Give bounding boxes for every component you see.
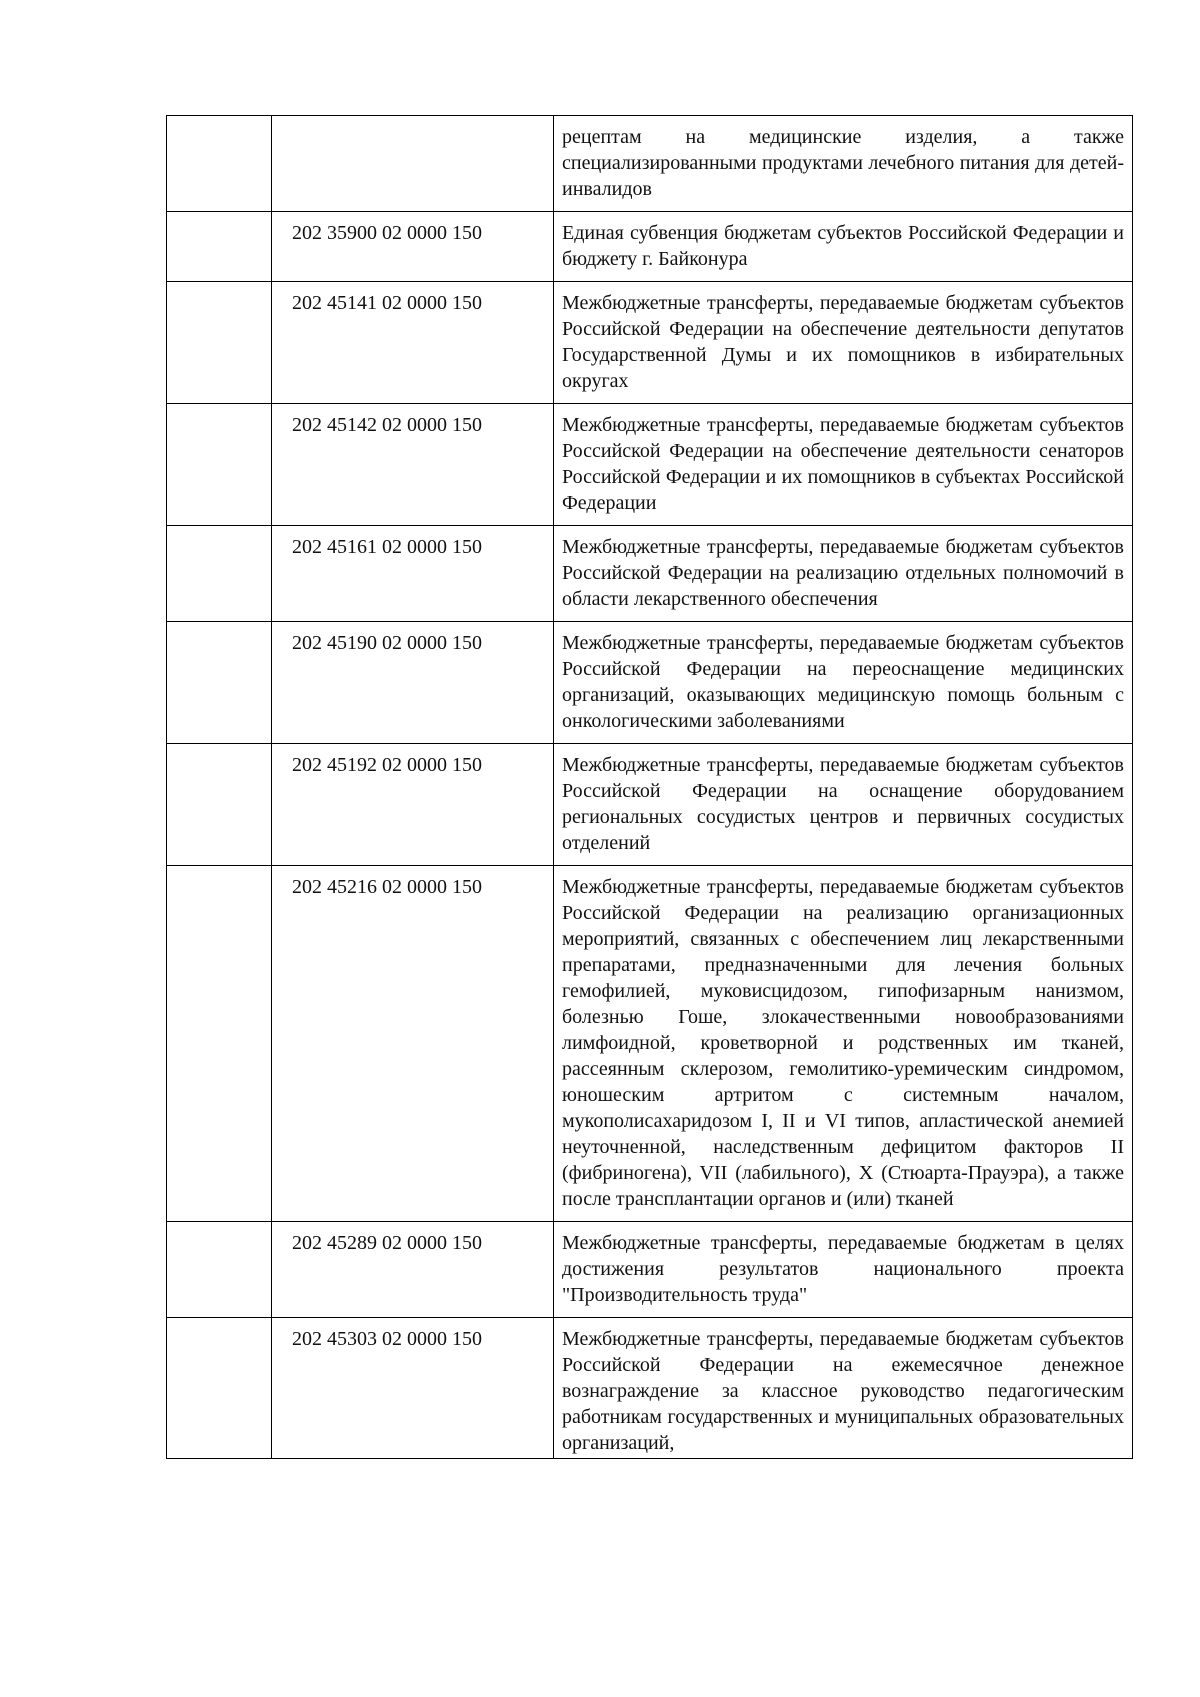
table-cell-empty	[167, 404, 272, 526]
table-cell-empty	[167, 1318, 272, 1459]
table-row	[167, 744, 1133, 866]
budget-code-cell: 202 45289 02 0000 150	[272, 1222, 554, 1318]
table-cell-empty	[167, 116, 272, 212]
budget-code-cell: 202 45216 02 0000 150	[272, 866, 554, 1222]
budget-code-cell: 202 45192 02 0000 150	[272, 744, 554, 866]
budget-code-cell: 202 45141 02 0000 150	[272, 282, 554, 404]
description-cell: рецептам на медицинские изделия, а также специализированными продуктами лечебного питания для детей-инвалидов	[554, 116, 1133, 212]
table-cell-empty	[167, 282, 272, 404]
table-row	[167, 526, 1133, 622]
description-cell: Межбюджетные трансферты, передаваемые бюджетам в целях достижения результатов национального проекта "Производительность труда"	[554, 1222, 1133, 1318]
description-cell: Межбюджетные трансферты, передаваемые бюджетам субъектов Российской Федерации на ежемесячное денежное вознаграждение за классное руководство педагогическим работникам государственных и муниципальных образовательных организаций,	[554, 1318, 1133, 1459]
description-cell: Межбюджетные трансферты, передаваемые бюджетам субъектов Российской Федерации на реализацию отдельных полномочий в области лекарственного обеспечения	[554, 526, 1133, 622]
budget-code-cell: 202 45303 02 0000 150	[272, 1318, 554, 1459]
table-cell-empty	[167, 212, 272, 282]
table-cell-empty	[167, 526, 272, 622]
budget-codes-table	[166, 115, 1133, 1459]
table-cell-empty	[167, 744, 272, 866]
description-cell: Межбюджетные трансферты, передаваемые бюджетам субъектов Российской Федерации на оснащение оборудованием региональных сосудистых центров и первичных сосудистых отделений	[554, 744, 1133, 866]
budget-code-cell: 202 45161 02 0000 150	[272, 526, 554, 622]
table-row	[167, 1318, 1133, 1459]
budget-code-cell: 202 35900 02 0000 150	[272, 212, 554, 282]
table-cell-empty	[167, 622, 272, 744]
budget-code-cell: 202 45190 02 0000 150	[272, 622, 554, 744]
description-cell: Межбюджетные трансферты, передаваемые бюджетам субъектов Российской Федерации на обеспечение деятельности депутатов Государственной Думы и их помощников в избирательных округах	[554, 282, 1133, 404]
budget-code-cell: 202 45142 02 0000 150	[272, 404, 554, 526]
table-cell-empty	[167, 1222, 272, 1318]
budget-code-cell	[272, 116, 554, 212]
description-cell: Единая субвенция бюджетам субъектов Российской Федерации и бюджету г. Байконура	[554, 212, 1133, 282]
table-row	[167, 622, 1133, 744]
table-row	[167, 116, 1133, 212]
description-cell: Межбюджетные трансферты, передаваемые бюджетам субъектов Российской Федерации на обеспечение деятельности сенаторов Российской Федерации и их помощников в субъектах Российской Федерации	[554, 404, 1133, 526]
description-cell: Межбюджетные трансферты, передаваемые бюджетам субъектов Российской Федерации на реализацию организационных мероприятий, связанных с обеспечением лиц лекарственными препаратами, предназначенными для лечения больных гемофилией, муковисцидозом, гипофизарным нанизмом, болезнью Гоше, злокачественными новообразованиями лимфоидной, кроветворной и родственных им тканей, рассеянным склерозом, гемолитико-уремическим синдромом, юношеским артритом с системным началом, мукополисахаридозом I, II и VI типов, апластической анемией неуточненной, наследственным дефицитом факторов II (фибриногена), VII (лабильного), X (Стюарта-Прауэра), а также после трансплантации органов и (или) тканей	[554, 866, 1133, 1222]
table-row	[167, 282, 1133, 404]
table-row	[167, 1222, 1133, 1318]
table-row	[167, 866, 1133, 1222]
table-cell-empty	[167, 866, 272, 1222]
table-row	[167, 404, 1133, 526]
description-cell: Межбюджетные трансферты, передаваемые бюджетам субъектов Российской Федерации на переоснащение медицинских организаций, оказывающих медицинскую помощь больным с онкологическими заболеваниями	[554, 622, 1133, 744]
table-body	[167, 116, 1133, 1459]
table-row	[167, 212, 1133, 282]
